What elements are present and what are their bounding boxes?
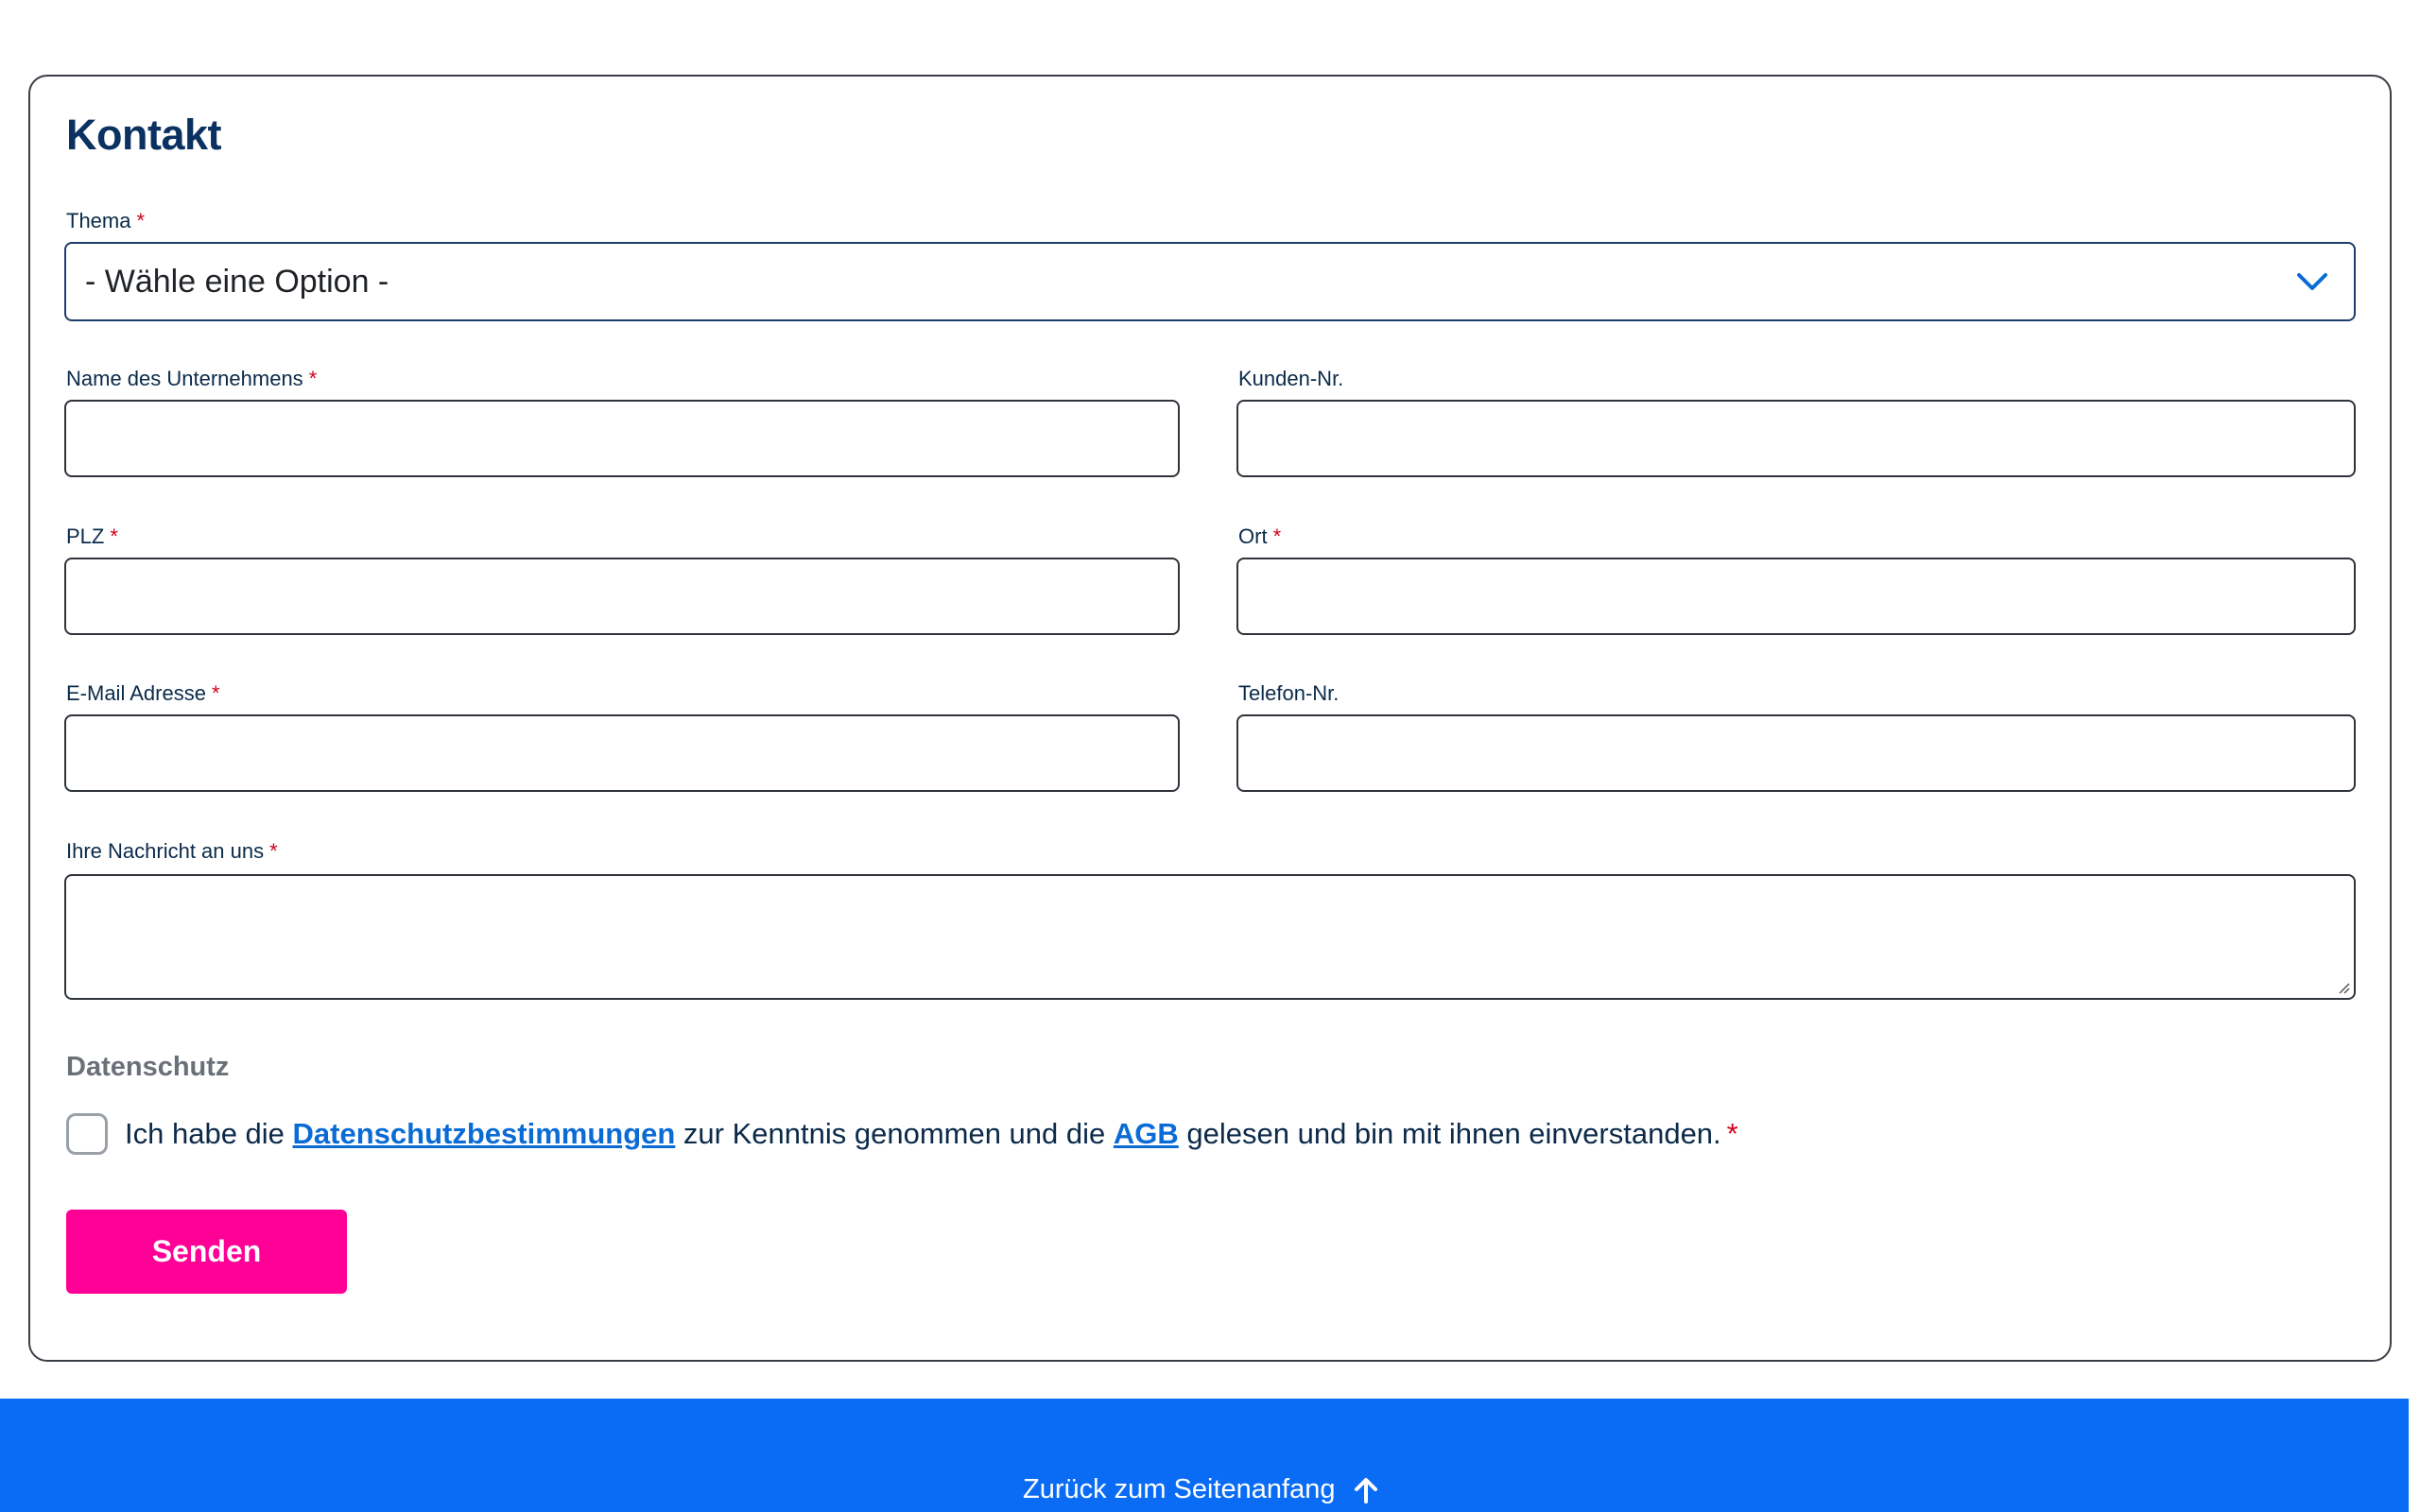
- back-to-top-label: Zurück zum Seitenanfang: [1023, 1474, 1336, 1504]
- privacy-checkbox[interactable]: [66, 1113, 108, 1155]
- privacy-consent-text: [125, 1116, 1738, 1152]
- chevron-down-icon: [2295, 270, 2329, 293]
- form-title: Kontakt: [66, 111, 221, 159]
- city-label-text: Ort: [1238, 524, 1268, 548]
- required-marker: *: [1726, 1117, 1738, 1150]
- privacy-heading: Datenschutz: [66, 1052, 230, 1082]
- required-marker: *: [1272, 524, 1282, 548]
- terms-link[interactable]: AGB: [1113, 1117, 1179, 1150]
- customer-no-label-text: Kunden-Nr.: [1238, 367, 1344, 390]
- phone-label-text: Telefon-Nr.: [1238, 681, 1340, 705]
- back-to-top-link[interactable]: [1023, 1474, 1380, 1505]
- message-label: [66, 839, 278, 864]
- topic-select[interactable]: [64, 242, 2356, 321]
- city-label: [1238, 524, 1281, 549]
- message-label-text: Ihre Nachricht an uns: [66, 839, 265, 863]
- resize-grip-icon[interactable]: [2335, 979, 2350, 994]
- privacy-policy-link[interactable]: Datenschutzbestimmungen: [292, 1117, 676, 1150]
- email-label: [66, 681, 220, 706]
- customer-no-label: [1238, 367, 1343, 391]
- zip-label: [66, 524, 118, 549]
- required-marker: *: [308, 367, 318, 390]
- footer-bar: [0, 1399, 2409, 1512]
- arrow-up-icon: [1352, 1476, 1380, 1504]
- phone-label: [1238, 681, 1339, 706]
- topic-label-text: Thema: [66, 209, 131, 232]
- phone-input[interactable]: [1236, 714, 2356, 792]
- message-textarea[interactable]: [64, 874, 2356, 1000]
- customer-no-input[interactable]: [1236, 400, 2356, 477]
- company-input[interactable]: [64, 400, 1180, 477]
- zip-input[interactable]: [64, 558, 1180, 635]
- send-button[interactable]: Senden: [66, 1210, 347, 1294]
- email-input[interactable]: [64, 714, 1180, 792]
- required-marker: *: [211, 681, 220, 705]
- required-marker: *: [269, 839, 278, 863]
- email-label-text: E-Mail Adresse: [66, 681, 206, 705]
- company-label-text: Name des Unternehmens: [66, 367, 303, 390]
- consent-text-1: Ich habe die: [125, 1117, 293, 1150]
- company-label: [66, 367, 317, 391]
- consent-text-3: gelesen und bin mit ihnen einverstanden.: [1178, 1117, 1721, 1150]
- topic-select-value: - Wähle eine Option -: [85, 263, 389, 300]
- required-marker: *: [110, 524, 118, 548]
- zip-label-text: PLZ: [66, 524, 105, 548]
- required-marker: *: [136, 209, 146, 232]
- consent-text-2: zur Kenntnis genommen und die: [675, 1117, 1114, 1150]
- topic-label: [66, 209, 145, 233]
- contact-form-card: [28, 75, 2392, 1362]
- city-input[interactable]: [1236, 558, 2356, 635]
